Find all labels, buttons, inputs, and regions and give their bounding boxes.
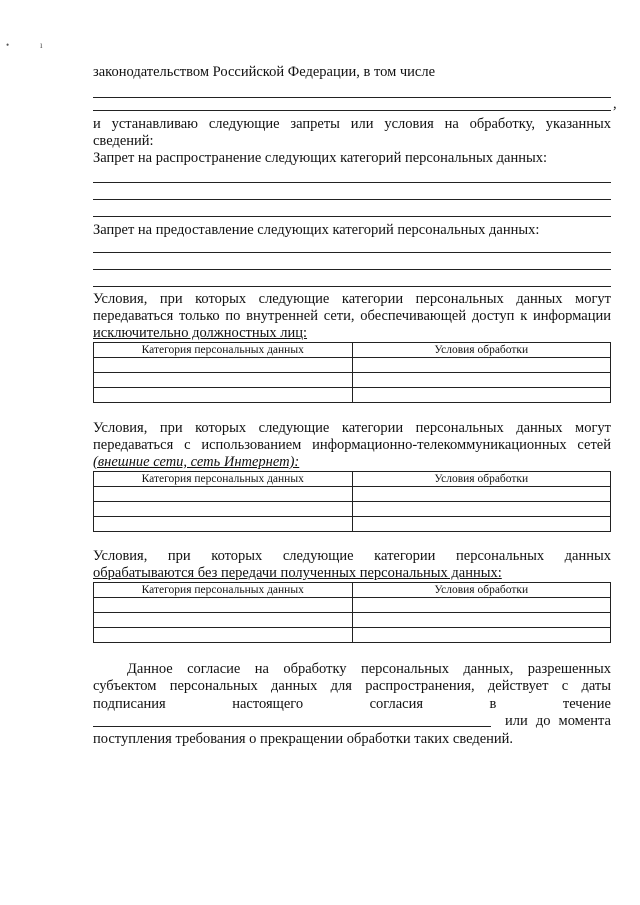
consent-validity-text: субъектом персональных данных для распространения, действует с даты — [93, 678, 611, 694]
intro-comma: , — [613, 96, 617, 112]
fill-line[interactable] — [93, 110, 611, 111]
fill-line[interactable] — [93, 269, 611, 270]
fill-line[interactable] — [93, 199, 611, 200]
table-header-category: Категория персональных данных — [94, 343, 353, 358]
no-transfer-table — [93, 582, 611, 643]
table-row[interactable] — [94, 628, 611, 643]
table-header-conditions: Условия обработки — [352, 583, 611, 598]
scan-mark: • — [6, 40, 10, 50]
fill-line[interactable] — [93, 97, 611, 98]
table-header-category: Категория персональных данных — [94, 472, 353, 487]
fill-line[interactable] — [93, 286, 611, 287]
table-header-conditions: Условия обработки — [352, 472, 611, 487]
no-transfer-text: Условия, при которых следующие категории персональных данных — [93, 548, 611, 564]
fill-line[interactable] — [93, 216, 611, 217]
consent-validity-text: подписания настоящего согласия в течение — [93, 696, 611, 712]
external-network-text: (внешние сети, сеть Интернет): — [93, 454, 300, 470]
table-row[interactable] — [94, 613, 611, 628]
table-row[interactable] — [94, 358, 611, 373]
fill-line[interactable] — [93, 252, 611, 253]
internal-network-table — [93, 342, 611, 403]
table-row[interactable] — [94, 502, 611, 517]
table-row[interactable] — [94, 373, 611, 388]
fill-line[interactable] — [93, 182, 611, 183]
scan-mark: ı — [40, 40, 43, 50]
table-row[interactable] — [94, 388, 611, 403]
internal-network-text: передаваться только по внутренней сети, обеспечивающей доступ к информации — [93, 308, 611, 324]
external-network-text: передаваться с использованием информационно-телекоммуникационных сетей — [93, 437, 611, 453]
consent-validity-text: Данное согласие на обработку персональных данных, разрешенных — [127, 661, 611, 677]
table-header-conditions: Условия обработки — [352, 343, 611, 358]
internal-network-text: Условия, при которых следующие категории персональных данных могут — [93, 291, 611, 307]
table-header-category: Категория персональных данных — [94, 583, 353, 598]
ban-provision-heading: Запрет на предоставление следующих категорий персональных данных: — [93, 222, 540, 238]
ban-distribution-heading: Запрет на распространение следующих категорий персональных данных: — [93, 150, 547, 166]
validity-period-line[interactable] — [93, 726, 491, 727]
intro-restrictions: и устанавливаю следующие запреты или условия на обработку, указанных — [93, 116, 611, 132]
external-network-text: Условия, при которых следующие категории персональных данных могут — [93, 420, 611, 436]
table-row[interactable] — [94, 598, 611, 613]
consent-validity-text: или до момента — [505, 713, 611, 729]
table-row[interactable] — [94, 517, 611, 532]
intro-line: законодательством Российской Федерации, в том числе — [93, 64, 436, 80]
internal-network-text: исключительно должностных лиц: — [93, 325, 308, 341]
intro-restrictions-end: сведений: — [93, 133, 154, 149]
consent-validity-text: поступления требования о прекращении обработки таких сведений. — [93, 731, 514, 747]
external-network-table — [93, 471, 611, 532]
no-transfer-text: обрабатываются без передачи полученных персональных данных: — [93, 565, 502, 581]
table-row[interactable] — [94, 487, 611, 502]
